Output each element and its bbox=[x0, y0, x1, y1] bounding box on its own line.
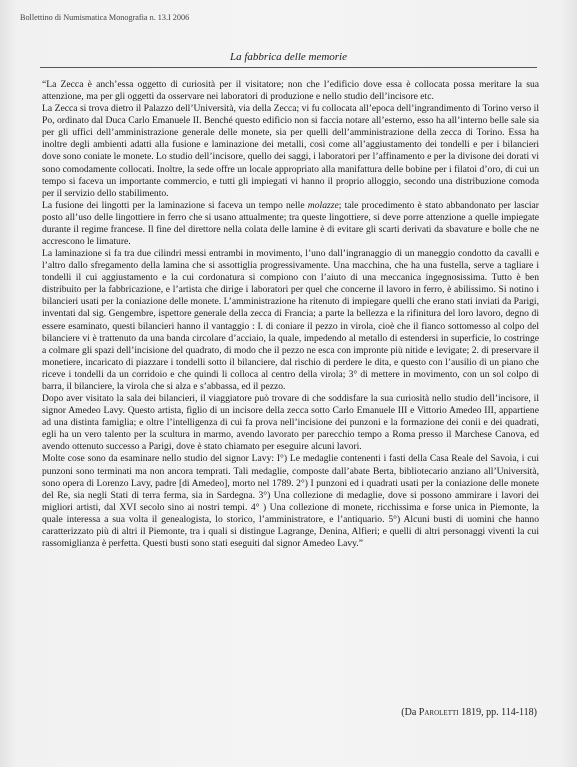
paragraph bbox=[42, 79, 539, 103]
body-text bbox=[42, 79, 539, 550]
paragraph bbox=[42, 393, 539, 453]
text-run: ; tale procedimento è stato abbandonato per lasciar posto all’uso delle lingottiere in ferro che si usano attualmente; tra queste lingottiere, si deve porre attenzione a quelle impiegate durante il regime francese. Il fine del direttore nella colata delle lamine è di evitare gli scarti derivati da sbavature e bolle che ne accrescono le limature. bbox=[42, 199, 539, 248]
citation bbox=[401, 707, 537, 718]
paragraph bbox=[42, 453, 539, 550]
paragraph bbox=[42, 200, 539, 248]
text-run: “La Zecca è anch’essa oggetto di curiosità per il visitatore; non che l’edificio dove essa è collocata possa meritare la sua attenzione, ma per gli oggetti da osservare nei laboratori di produzione e nello studio dell’incisore etc. bbox=[42, 79, 539, 103]
citation-author: Paroletti bbox=[418, 707, 459, 718]
text-run: La Zecca si trova dietro il Palazzo dell’Università, via della Zecca; vi fu collocata all’epoca dell’ingrandimento di Torino verso il Po, ordinato dal Duca Carlo Emanuele II. Benché questo edificio non si faccia notare all’esterno, esso ha all’interno belle sale sia per gli uffici dell’amministrazione generale delle monete, sia per quelli dell’amministrazione della zecca di Torino. Essa ha inoltre degli ambienti adatti alla fusione e laminazione dei metalli, così come all’aggiustamento dei tondelli e per i bilancieri dove sono coniate le monete. Lo studio dell’incisore, quello dei saggi, i laboratori per l’affinamento e per la divisone dei dorati vi sono comodamente collocati. Inoltre, la sede offre un locale appropriato alla manifattura delle bobine per i filatoi d’oro, di cui un tempo si faceva un importante commercio, e tutti gli impiegati vi hanno il proprio alloggio, secondo una distribuzione comoda per il servizio dello stabilimento. bbox=[42, 103, 539, 199]
text-run: Dopo aver visitato la sala dei bilancieri, il viaggiatore può trovare di che soddisfare la sua curiosità nello studio dell’incisore, il signor Amedeo Lavy. Questo artista, figlio di un incisore della zecca sotto Carlo Emanuele III e Vittorio Amedeo III, appartiene ad una distinta famiglia; e oltre l’intelligenza di cui fa prova nell’incisione dei punzoni e la formazione dei conii e dei quadrati, egli ha un vero talento per la scultura in marmo, avendo lavorato per parecchio tempo a Roma presso il Marchese Canova, ed avendo ottenuto successo a Parigi, dove è stato chiamato per eseguire alcuni lavori. bbox=[42, 393, 539, 453]
citation-prefix: (Da bbox=[401, 707, 419, 718]
paragraph bbox=[42, 103, 539, 200]
text-run: La laminazione si fa tra due cilindri messi entrambi in movimento, l’uno dall’ingranaggio di un maneggio condotto da cavalli e l’altro dallo sfregamento della lamina che si assottiglia progressivamente. Una macchina, che ha una fustella, serve a tagliare i tondelli il cui aggiustamento e la cui cordonatura si compiono con l’aiuto di una meccanica ingegnosissima. Tutto è ben distribuito per la fabbricazione, e l’artista che dirige i laboratori per quel che concerne il lavoro in ferro, è abilissimo. Si notino i bilancieri usati per la coniazione delle monete. L’amministrazione ha ritenuto di impiegare quelli che erano stati inviati da Parigi, inventati dal sig. Gengembre, ispettore generale della zecca di Francia; a parte la bellezza e la rifinitura del loro lavoro, degno di essere esaminato, questi bilancieri hanno il vantaggio : I. di coniare il pezzo in virola, cioè che il fianco sottomesso al colpo del bilanciere vi è trattenuto da una banda circolare d’acciaio, la quale, impedendo al metallo di estendersi in superficie, lo costringe a colmare gli spazi dell’incisione del quadrato, di modo che il pezzo ne esca con impronte più nitide e levigate; 2. di preservare il monetiere, incaricato di piazzare i tondelli sotto il bilanciere, dal rischio di perdere le dita, e questo con l’ausilio di un piano che riceve i tondelli da un corridoio e che quindi li colloca al centro della virola; 3° di mettere in movimento, con un sol colpo di barra, il bilanciere, la virola che si alza e s’abbassa, ed il pezzo. bbox=[42, 248, 539, 392]
text-run: Molte cose sono da esaminare nello studio del signor Lavy: I°) Le medaglie contenenti i fasti della Casa Reale del Savoia, i cui punzoni sono terminati ma non ancora temprati. Tali medaglie, composte dall’abate Berta, bibliotecario anziano all’Università, sono opera di Lorenzo Lavy, padre [di Amedeo], morto nel 1789. 2°) I punzoni ed i quadrati usati per la coniazione delle monete del Re, sia negli Stati di terra ferma, sia in Sardegna. 3°) Una collezione di medaglie, dove si possono ammirare i lavori dei migliori artisti, dal XVI secolo sino ai nostri tempi. 4° ) Una collezione di monete, ricchissima e forse unica in Piemonte, la quale interessa a sua volta il genealogista, lo storico, l’amministratore, e l’antiquario. 5°) Alcuni busti di uomini che hanno caratterizzato più di altri il Piemonte, tra i quali si distingue Lagrange, Denina, Alfieri; e quelli di altri personaggi viventi la cui rassomiglianza è perfetta. Questi busti sono stati eseguiti dal signor Amedeo Lavy.” bbox=[42, 453, 539, 549]
citation-suffix: 1819, pp. 114-118) bbox=[458, 707, 537, 718]
chapter-title: La fabbrica delle memorie bbox=[229, 51, 347, 63]
italic-term: molazze bbox=[307, 199, 339, 211]
header-rule bbox=[40, 67, 537, 68]
paragraph bbox=[42, 248, 539, 393]
text-run: La fusione dei lingotti per la laminazione si faceva un tempo nelle bbox=[42, 199, 308, 211]
running-head: Bollettino di Numismatica Monografia n. 13.I 2006 bbox=[20, 13, 190, 22]
